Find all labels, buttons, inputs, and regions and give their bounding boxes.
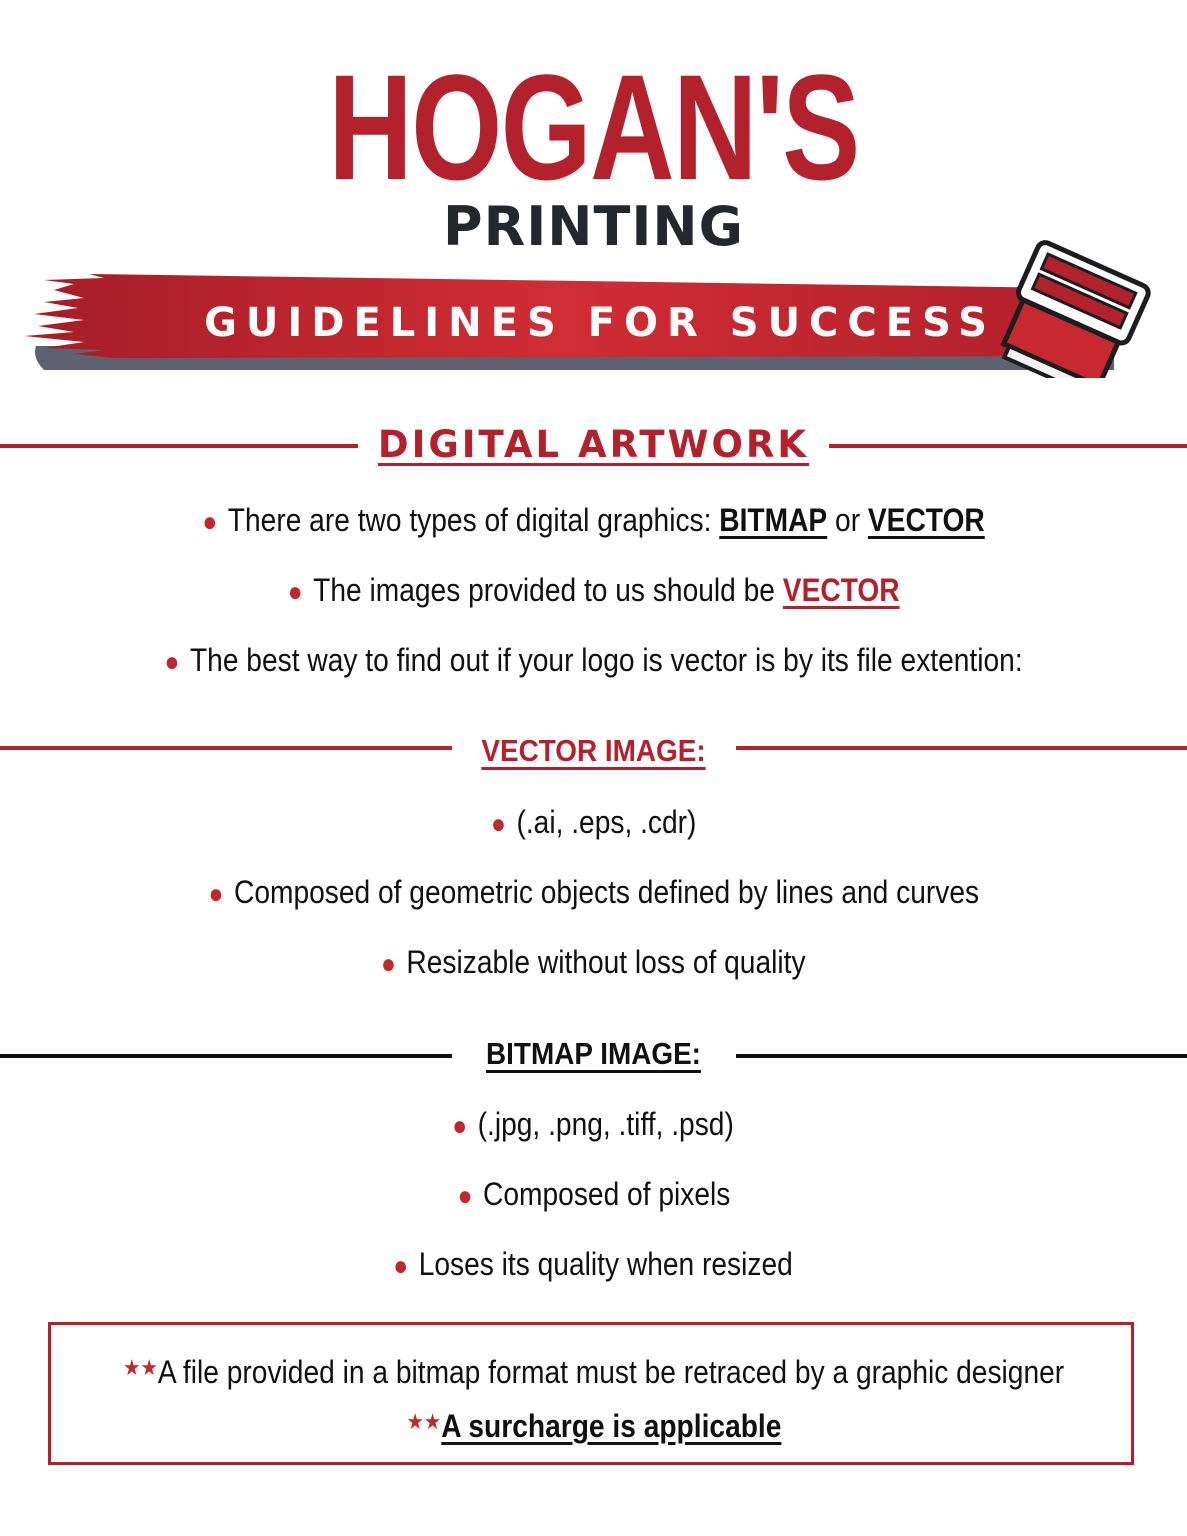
list-item: ● The images provided to us should be VECTOR — [287, 572, 900, 608]
bullet-icon: ● — [164, 646, 180, 677]
section-heading-digital-artwork: DIGITAL ARTWORK — [377, 423, 810, 466]
note-line-2: ★★A surcharge is applicable — [406, 1408, 781, 1444]
list-item: ● Loses its quality when resized — [393, 1246, 794, 1282]
bullet-icon: ● — [457, 1180, 473, 1211]
stars-icon: ★★ — [122, 1355, 158, 1380]
section-heading-bitmap-image: BITMAP IMAGE: — [486, 1036, 701, 1071]
banner-title: GUIDELINES FOR SUCCESS — [204, 300, 996, 346]
list-item: ● (.jpg, .png, .tiff, .psd) — [452, 1106, 735, 1142]
list-item: ● The best way to find out if your logo is vector is by its file extention: — [164, 642, 1023, 678]
list-item: ● Composed of pixels — [457, 1176, 730, 1212]
logo-subtitle: PRINTING — [443, 195, 744, 258]
logo-name: HOGAN'S — [328, 43, 859, 211]
list-item: ● Resizable without loss of quality — [381, 944, 806, 980]
bitmap-emphasis: BITMAP — [719, 502, 828, 538]
stars-icon: ★★ — [406, 1409, 441, 1434]
note-line-1: ★★A file provided in a bitmap format must be retraced by a graphic designer — [122, 1354, 1064, 1390]
bullet-icon: ● — [287, 576, 303, 607]
bullet-icon: ● — [452, 1110, 468, 1141]
bullet-icon: ● — [490, 808, 506, 839]
section-heading-vector-image: VECTOR IMAGE: — [481, 733, 706, 768]
vector-emphasis-red: VECTOR — [782, 572, 900, 608]
bullet-icon: ● — [393, 1250, 409, 1281]
list-item: ● Composed of geometric objects defined by lines and curves — [208, 874, 979, 910]
bullet-icon: ● — [202, 506, 218, 537]
list-item: ● There are two types of digital graphics: BITMAP or VECTOR — [202, 502, 985, 538]
bullet-icon: ● — [208, 878, 224, 909]
bullet-icon: ● — [381, 948, 397, 979]
vector-emphasis: VECTOR — [867, 502, 985, 538]
list-item: ● (.ai, .eps, .cdr) — [490, 804, 697, 840]
